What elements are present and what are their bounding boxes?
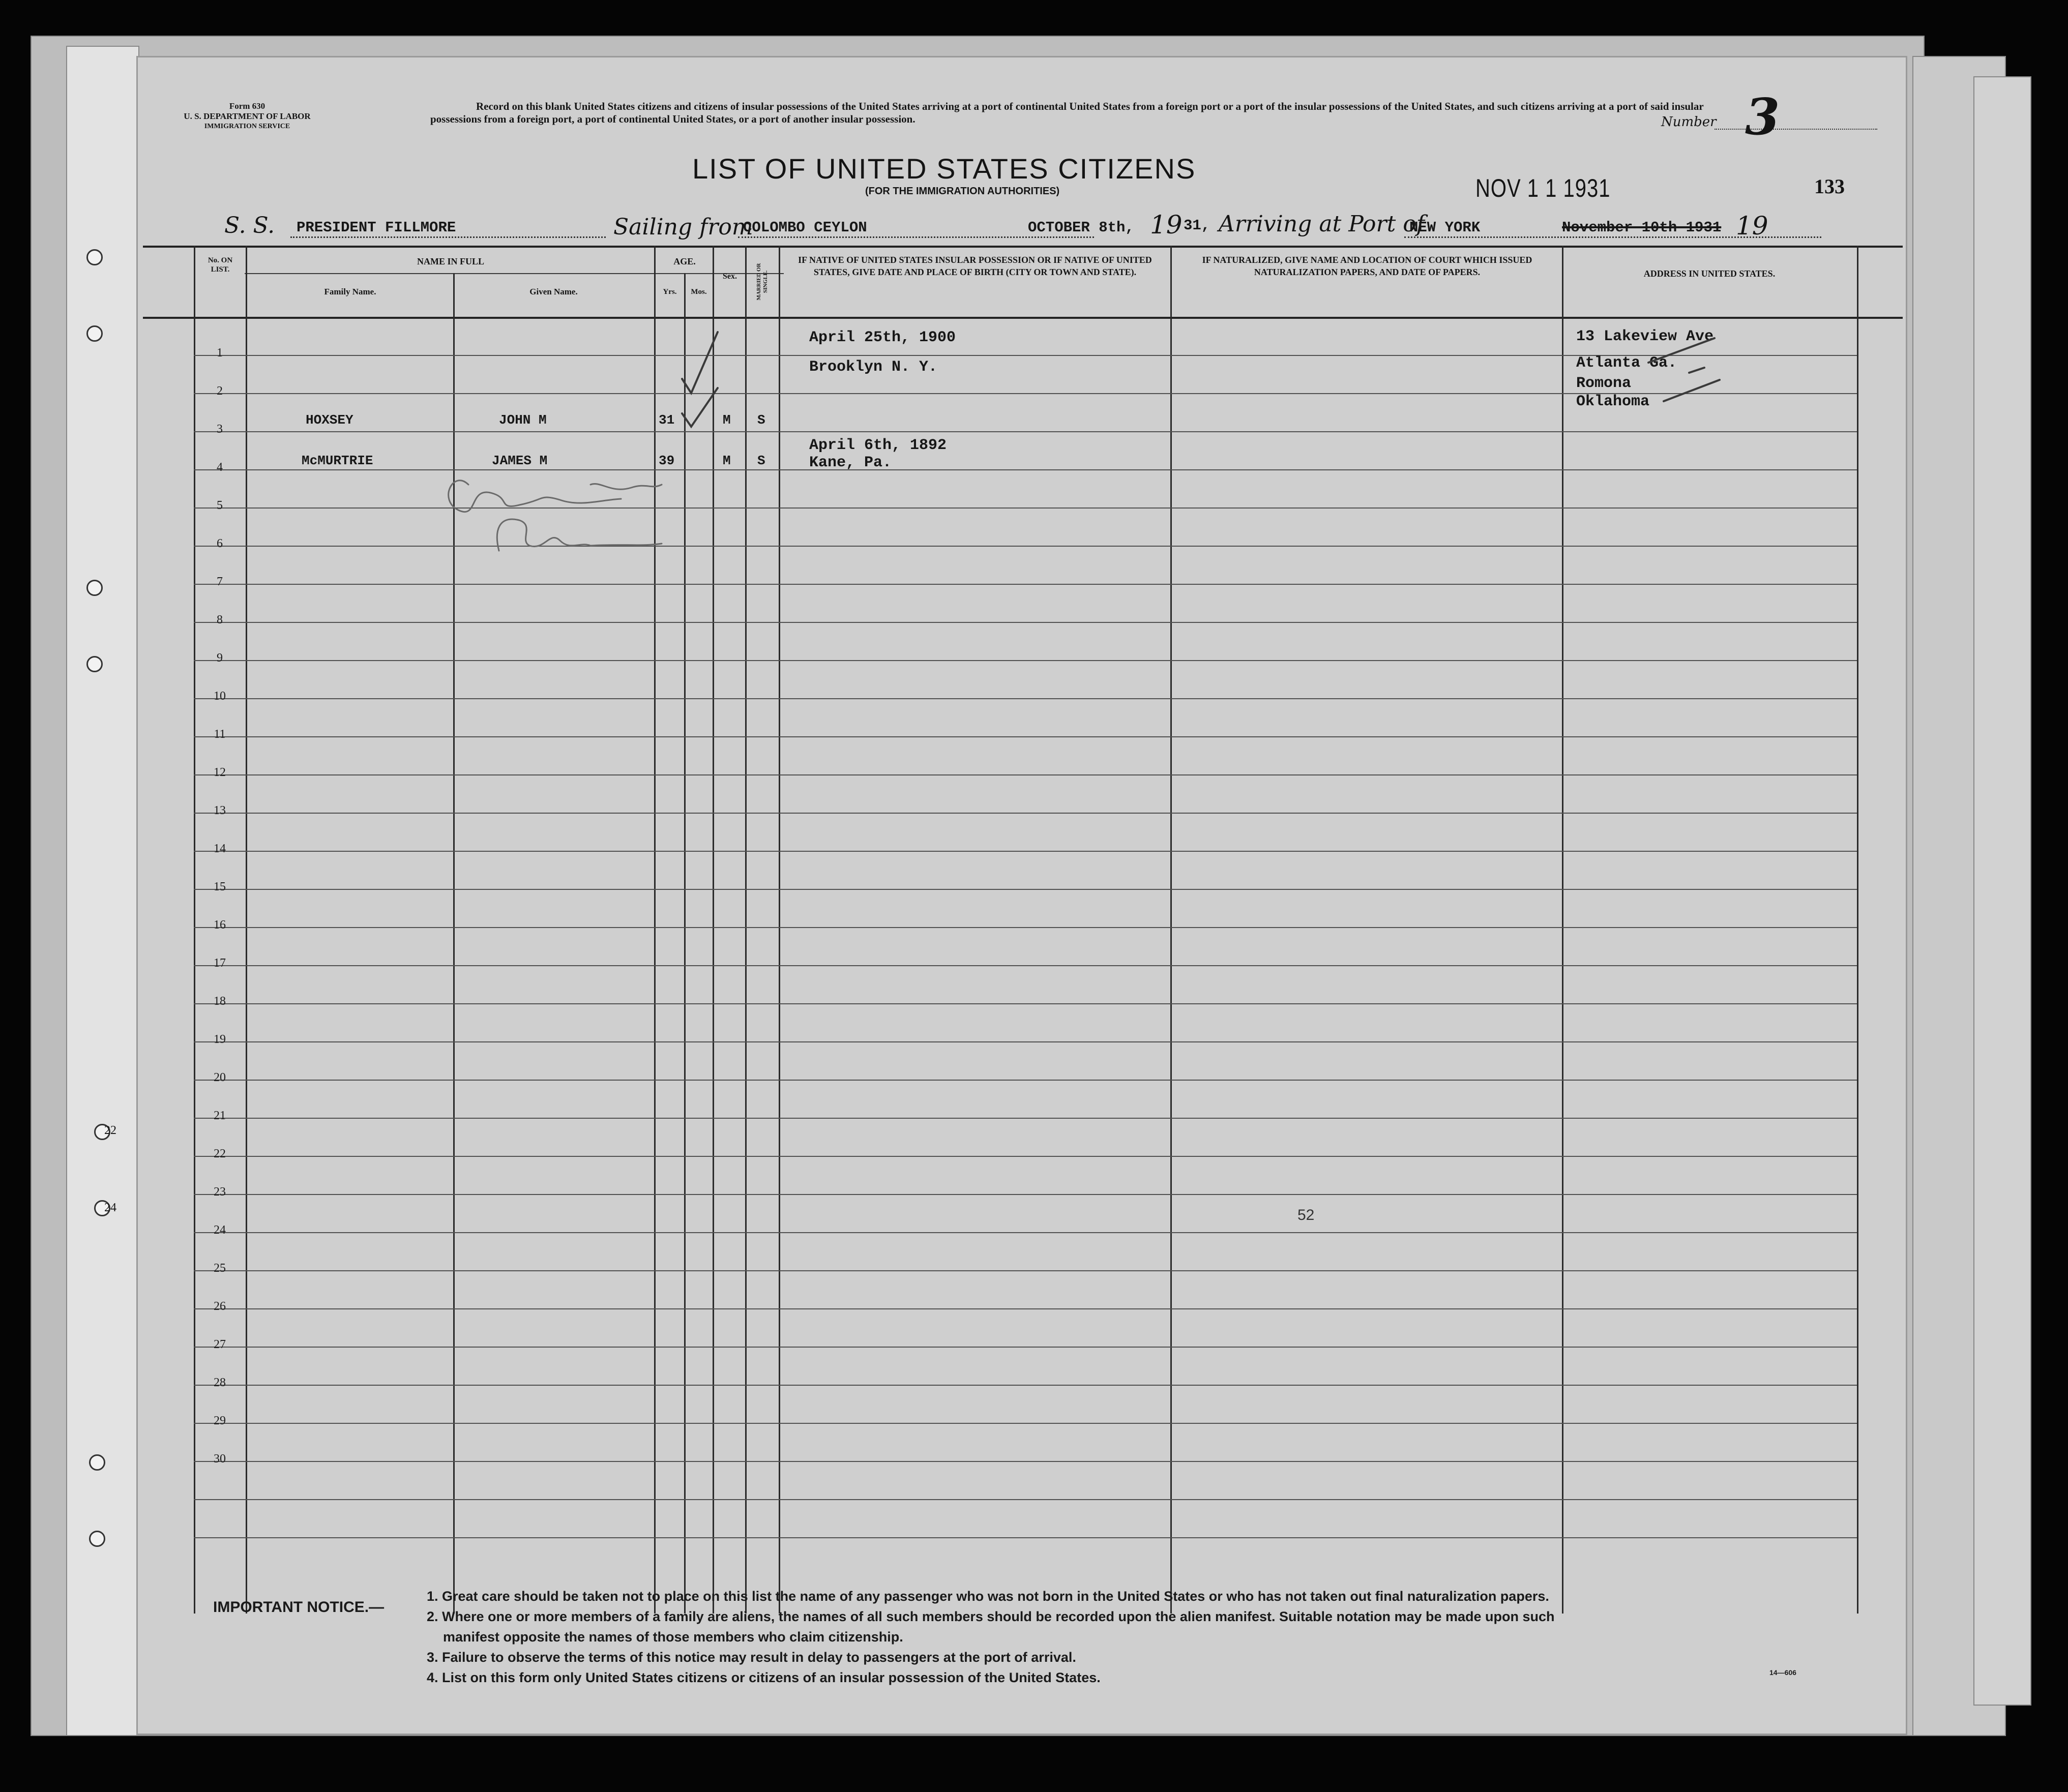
row-number: 8: [217, 613, 223, 626]
header-family-name: Family Name.: [324, 287, 376, 296]
passenger-2-sex: M: [723, 453, 731, 468]
header-mos: Mos.: [691, 288, 707, 296]
row-number: 3: [217, 423, 223, 436]
ship-name: PRESIDENT FILLMORE: [297, 219, 456, 236]
scribble-2: [590, 484, 662, 489]
arrival-date-struck: November 10th 1931: [1562, 219, 1722, 236]
row-number: 25: [214, 1262, 226, 1275]
row-number: 9: [217, 651, 223, 665]
row-line: [194, 813, 1857, 814]
manifest-number: 3: [1745, 88, 1780, 146]
notice-item-2b: manifest opposite the names of those members who claim citizenship.: [443, 1629, 903, 1645]
sailing-from: COLOMBO CEYLON: [743, 219, 867, 236]
passenger-1-sex: M: [723, 412, 731, 428]
binder-hole: [86, 325, 103, 342]
passenger-1-age: 31: [659, 412, 675, 428]
row-number: 19: [214, 1033, 226, 1046]
arrival-port: NEW YORK: [1409, 219, 1481, 236]
row-line: [194, 660, 1857, 661]
notice-item-3: 3. Failure to observe the terms of this notice may result in delay to passengers at the port of arrival.: [427, 1650, 1076, 1665]
row-line: [194, 1003, 1857, 1004]
margin-mark-24: 24: [104, 1201, 116, 1214]
row-line: [194, 1232, 1857, 1233]
address-tick-1: [1648, 338, 1715, 363]
binder-hole: [89, 1531, 105, 1547]
address-tick-2: [1664, 380, 1720, 401]
passenger-1-birth-place: Brooklyn N. Y.: [809, 359, 938, 376]
sailing-underline: [738, 236, 1094, 238]
passenger-2-marital: S: [757, 453, 765, 468]
arriving-label: Arriving at Port of: [1219, 211, 1425, 237]
arrival-year: 19: [1736, 211, 1768, 241]
form-code: 14—606: [1769, 1668, 1796, 1677]
scribble-3: [497, 519, 662, 551]
row-line: [194, 1118, 1857, 1119]
row-line: [194, 1347, 1857, 1348]
row-line: [194, 1080, 1857, 1081]
row-number: 12: [214, 766, 226, 779]
binder-hole: [86, 656, 103, 672]
header-sex: Sex.: [723, 272, 737, 281]
scribble-1: [449, 481, 621, 512]
row-line: [194, 1156, 1857, 1157]
row-number: 14: [214, 842, 226, 855]
form-title: LIST OF UNITED STATES CITIZENS: [692, 153, 1196, 185]
passenger-1-family: HOXSEY: [306, 412, 353, 428]
notice-item-2a: 2. Where one or more members of a family are aliens, the names of all such members should be recorded upon the alien manifest. Suitable notation may be made upon such: [427, 1609, 1555, 1624]
passenger-1-given: JOHN M: [499, 412, 547, 428]
passenger-2-birth-place: Kane, Pa.: [809, 454, 892, 471]
sailing-date: OCTOBER 8th,: [1028, 219, 1134, 236]
row-number: 18: [214, 995, 226, 1008]
back-sheet-far-right: [1973, 76, 2031, 1706]
passenger-2-address-1: Romona: [1576, 375, 1632, 392]
binder-hole: [86, 249, 103, 265]
row-number: 16: [214, 918, 226, 932]
row-line: [194, 736, 1857, 737]
header-given-name: Given Name.: [529, 287, 578, 296]
binder-hole: [86, 580, 103, 596]
header-naturalized: IF NATURALIZED, GIVE NAME AND LOCATION OF COURT WHICH ISSUED NATURALIZATION PAPERS, AND DATE OF PAPERS.: [1202, 255, 1532, 277]
year-suffix: 31,: [1184, 217, 1210, 234]
notice-item-4: 4. List on this form only United States citizens or citizens of an insular possession of the United States.: [427, 1670, 1101, 1685]
header-yrs: Yrs.: [663, 288, 677, 296]
number-label: Number: [1661, 114, 1717, 130]
form-id-block: [173, 101, 321, 132]
row-line: [194, 1308, 1857, 1309]
header-no: No. ON LIST.: [208, 256, 233, 274]
ship-underline: [290, 236, 606, 238]
passenger-1-address-2: Atlanta Ga.: [1576, 354, 1677, 372]
department: U. S. DEPARTMENT OF LABOR: [184, 111, 311, 121]
row-line: [194, 927, 1857, 928]
passenger-2-family: McMURTRIE: [302, 453, 373, 468]
sailing-label: Sailing from: [613, 214, 753, 240]
row-line: [194, 774, 1857, 775]
row-line: [194, 1423, 1857, 1424]
address-tick-3: [1689, 368, 1704, 373]
header-age: AGE.: [673, 256, 696, 266]
handwritten-marks: [143, 246, 1903, 602]
row-line: [194, 1499, 1857, 1500]
row-number: 6: [217, 537, 223, 550]
row-line: [194, 889, 1857, 890]
passenger-1-address-1: 13 Lakeview Ave: [1576, 328, 1714, 345]
row-number: 7: [217, 575, 223, 588]
check-mark-1: [682, 332, 718, 393]
passenger-2-age: 39: [659, 453, 675, 468]
row-number: 2: [217, 384, 223, 398]
number-underline: [1715, 129, 1877, 130]
header-address: ADDRESS IN UNITED STATES.: [1643, 268, 1776, 279]
row-line: [194, 1385, 1857, 1386]
passenger-table: [143, 246, 1903, 1619]
passenger-1-marital: S: [757, 412, 765, 428]
row-number: 27: [214, 1338, 226, 1351]
row-number: 17: [214, 957, 226, 970]
passenger-2-birth-date: April 6th, 1892: [809, 437, 947, 454]
binder-hole: [89, 1454, 105, 1471]
row-number: 13: [214, 804, 226, 817]
stray-mark: 52: [1297, 1207, 1315, 1223]
passenger-2-given: JAMES M: [492, 453, 548, 468]
row-number: 5: [217, 499, 223, 512]
row-line: [194, 1537, 1857, 1538]
row-number: 11: [214, 728, 226, 741]
row-number: 23: [214, 1185, 226, 1199]
page-number: 133: [1814, 175, 1845, 198]
row-number: 1: [217, 346, 223, 360]
row-number: 24: [214, 1223, 226, 1237]
row-line: [194, 1194, 1857, 1195]
header-birth: IF NATIVE OF UNITED STATES INSULAR POSSESSION OR IF NATIVE OF UNITED STATES, GIVE DATE AND PLACE OF BIRTH (CITY OR TOWN AND STATE).: [798, 255, 1152, 277]
row-number: 22: [214, 1147, 226, 1160]
row-line: [194, 1041, 1857, 1042]
form-number: Form 630: [229, 101, 265, 111]
row-number: 15: [214, 880, 226, 893]
year-prefix: 19: [1150, 210, 1183, 240]
back-sheet-edge: [66, 46, 139, 1736]
row-number: 29: [214, 1414, 226, 1427]
manifest-sheet: [136, 56, 1907, 1735]
row-number: 26: [214, 1300, 226, 1313]
row-line: [194, 851, 1857, 852]
row-line: [194, 965, 1857, 966]
notice-heading: IMPORTANT NOTICE.—: [213, 1599, 385, 1616]
header-name-in-full: NAME IN FULL: [417, 256, 484, 266]
row-line: [194, 1270, 1857, 1271]
row-line: [194, 1461, 1857, 1462]
row-number: 4: [217, 461, 223, 474]
check-mark-2: [682, 388, 718, 427]
notice-item-1: 1. Great care should be taken not to place on this list the name of any passenger who was not born in the United States or who has not taken out final naturalization papers.: [427, 1589, 1549, 1604]
row-number: 21: [214, 1109, 226, 1122]
row-number: 20: [214, 1071, 226, 1084]
received-date-stamp: NOV 1 1 1931: [1475, 174, 1611, 203]
row-number: 30: [214, 1452, 226, 1466]
passenger-2-address-2: Oklahoma: [1576, 393, 1650, 410]
service: IMMIGRATION SERVICE: [204, 123, 290, 130]
header-married: MARRIED OR SINGLE.: [756, 263, 769, 301]
ss-label: S. S.: [224, 213, 275, 238]
margin-mark-22: 22: [104, 1124, 116, 1137]
form-instructions: Record on this blank United States citizens and citizens of insular possessions of the United States arriving at a port of continental United States from a foreign port or a port of the insular possessions of the United States, and such citizens arriving at a port of said insular possessions from a foreign port, a port of continental United States, or a port of another insular possession.: [430, 100, 1704, 125]
passenger-1-birth-date: April 25th, 1900: [809, 329, 956, 346]
row-number: 10: [214, 690, 226, 703]
row-line: [194, 622, 1857, 623]
form-subtitle: (FOR THE IMMIGRATION AUTHORITIES): [865, 186, 1060, 197]
row-line: [194, 698, 1857, 699]
row-number: 28: [214, 1376, 226, 1389]
